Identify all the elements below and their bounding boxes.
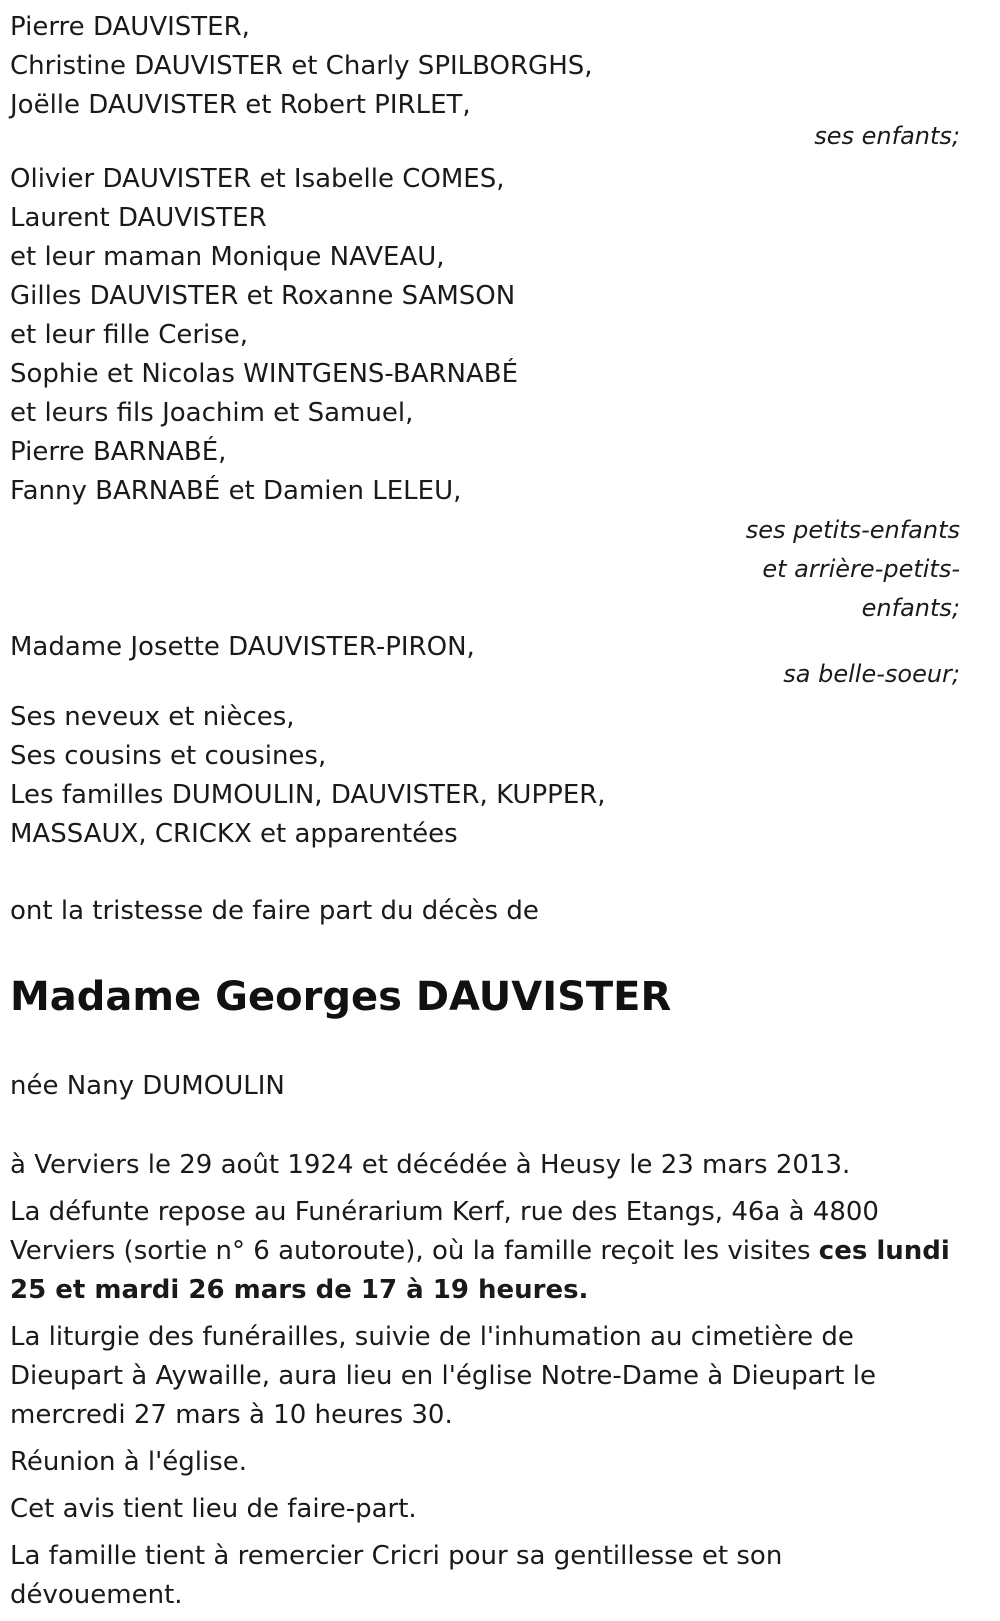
thanks-paragraph: La famille tient à remercier Cricri pour sa gentillesse et son dévouement. bbox=[10, 1541, 783, 1610]
maiden-name: née Nany DUMOULIN bbox=[10, 1071, 285, 1101]
birth-death-paragraph: à Verviers le 29 août 1924 et décédée à Heusy le 23 mars 2013. bbox=[10, 1150, 851, 1180]
role-label: enfants; bbox=[861, 594, 960, 622]
family-line: Olivier DAUVISTER et Isabelle COMES, bbox=[10, 164, 505, 194]
visitation-text: La défunte repose au Funérarium Kerf, rue des Etangs, 46a à 4800 Verviers (sortie n° 6 autoroute), où la famille reçoit les visites bbox=[10, 1197, 879, 1266]
family-line: Pierre BARNABÉ, bbox=[10, 437, 227, 467]
role-label: et arrière-petits- bbox=[762, 555, 960, 583]
family-line: et leur maman Monique NAVEAU, bbox=[10, 242, 445, 272]
role-label: ses petits-enfants bbox=[745, 516, 960, 544]
role-label-block bbox=[700, 511, 960, 628]
sister-in-law-group bbox=[10, 628, 960, 694]
family-line: Joëlle DAUVISTER et Robert PIRLET, bbox=[10, 90, 471, 120]
liturgy-paragraph: La liturgie des funérailles, suivie de l'inhumation au cimetière de Dieupart à Aywaille, aura lieu en l'église Notre-Dame à Dieupart le mercredi 27 mars à 10 heures 30. bbox=[10, 1322, 876, 1430]
details-section bbox=[10, 1146, 960, 1615]
visitation-times: ces lundi 25 et mardi 26 mars de 17 à 19 heures. bbox=[10, 1236, 950, 1305]
meeting-paragraph: Réunion à l'église. bbox=[10, 1447, 248, 1477]
family-line: Gilles DAUVISTER et Roxanne SAMSON bbox=[10, 281, 516, 311]
family-line: Ses neveux et nièces, bbox=[10, 702, 295, 732]
children-group bbox=[10, 8, 960, 156]
role-label: ses enfants; bbox=[814, 122, 960, 150]
family-line: Madame Josette DAUVISTER-PIRON, bbox=[10, 632, 475, 662]
deceased-name: Madame Georges DAUVISTER bbox=[10, 974, 672, 1020]
family-line: Christine DAUVISTER et Charly SPILBORGHS, bbox=[10, 51, 593, 81]
family-line: Les familles DUMOULIN, DAUVISTER, KUPPER, bbox=[10, 780, 606, 810]
family-line: Fanny BARNABÉ et Damien LELEU, bbox=[10, 476, 462, 506]
family-line: Pierre DAUVISTER, bbox=[10, 12, 250, 42]
visitation-paragraph bbox=[10, 1193, 960, 1310]
grandchildren-group bbox=[10, 160, 960, 628]
announcement-text: ont la tristesse de faire part du décès de bbox=[10, 896, 539, 926]
family-line: et leur fille Cerise, bbox=[10, 320, 249, 350]
family-line: Ses cousins et cousines, bbox=[10, 741, 327, 771]
notice-paragraph: Cet avis tient lieu de faire-part. bbox=[10, 1494, 417, 1524]
family-line: Sophie et Nicolas WINTGENS-BARNABÉ bbox=[10, 359, 519, 389]
family-line: MASSAUX, CRICKX et apparentées bbox=[10, 819, 458, 849]
family-line: Laurent DAUVISTER bbox=[10, 203, 267, 233]
role-label: sa belle-soeur; bbox=[783, 660, 960, 688]
relatives-group bbox=[10, 698, 960, 854]
family-line: et leurs fils Joachim et Samuel, bbox=[10, 398, 414, 428]
